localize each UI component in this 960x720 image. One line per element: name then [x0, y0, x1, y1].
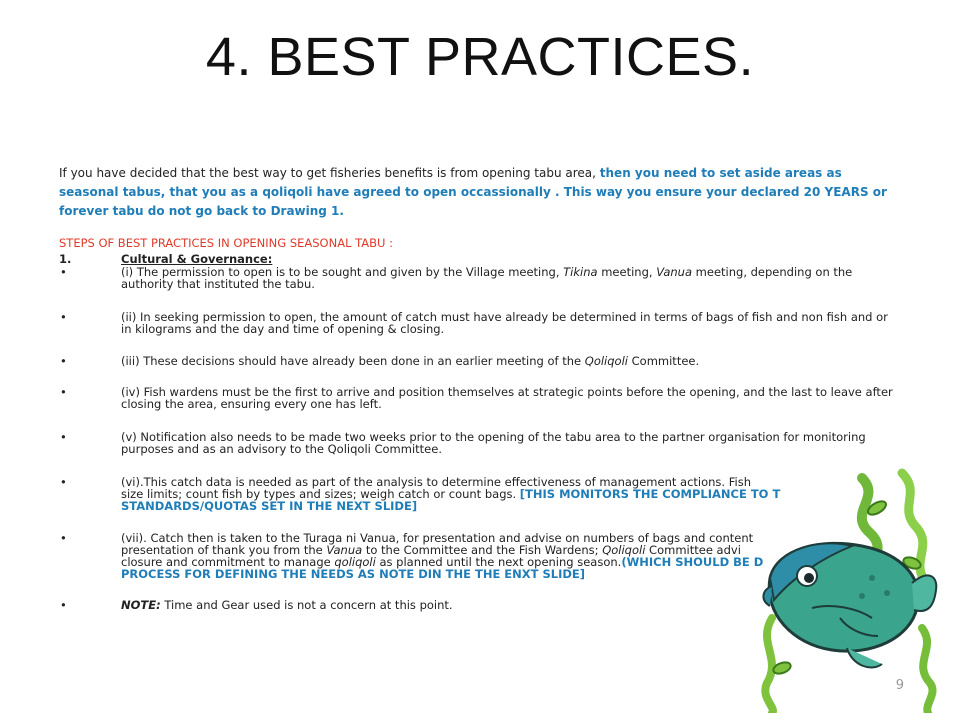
- steps-heading: STEPS OF BEST PRACTICES IN OPENING SEASONAL TABU :: [59, 236, 393, 250]
- bullet-text: (iii) These decisions should have already been done in an earlier meeting of the Qoliqoli Committee.: [121, 354, 700, 368]
- page-number: 9: [895, 678, 904, 693]
- intro-text: If you have decided that the best way to get fisheries benefits is from opening tabu area,: [59, 166, 600, 180]
- bullet-text: (iv) Fish wardens must be the first to arrive and position themselves at strategic points before the opening, and the last to leave after closing the area, ensuring every one has left.: [121, 385, 893, 411]
- section-number: 1.: [59, 252, 72, 266]
- intro-paragraph: [59, 164, 899, 221]
- bullet-text: (v) Notification also needs to be made two weeks prior to the opening of the tabu area to the partner organisation for monitoring purposes and as an advisory to the Qoliqoli Committee.: [121, 430, 866, 456]
- bullet-icon: •: [60, 430, 67, 444]
- bullet-icon: •: [60, 475, 67, 489]
- bullet-text: (vii). Catch then is taken to the Turaga ni Vanua, for presentation and advise on numbers of bags and content presentation of thank you from the Vanua to the Committee and the Fish Wardens; Qoliqoli Committee advi closure and commitment to manage qoliqoli as planned until the next opening season.(WHICH SHOULD BE D PROCESS FOR DEFINING THE NEEDS AS NOTE DIN THE THE ENXT SLIDE]: [121, 531, 764, 581]
- bullet-text: (vi).This catch data is needed as part of the analysis to determine effectiveness of management actions. Fish size limits; count fish by types and sizes; weigh catch or count bags. [THIS MONITORS THE COMPLIANCE TO T STANDARDS/QUOTAS SET IN THE NEXT SLIDE]: [121, 475, 781, 513]
- bullet-text: NOTE: Time and Gear used is not a concern at this point.: [121, 598, 453, 612]
- fish-illustration: [752, 468, 942, 713]
- slide-title: 4. BEST PRACTICES.: [205, 27, 755, 87]
- section-label: Cultural & Governance:: [121, 252, 273, 266]
- bullet-icon: •: [60, 598, 67, 612]
- bullet-icon: •: [60, 310, 67, 324]
- bullet-icon: •: [60, 354, 67, 368]
- bullet-text: (ii) In seeking permission to open, the amount of catch must have already be determined in terms of bags of fish and non fish and or in kilograms and the day and time of opening & closing.: [121, 310, 888, 336]
- bullet-icon: •: [60, 531, 67, 545]
- bullet-text: (i) The permission to open is to be sought and given by the Village meeting, Tikina meeting, Vanua meeting, depending on the authority that instituted the tabu.: [121, 265, 853, 291]
- bullet-icon: •: [60, 385, 67, 399]
- bullet-icon: •: [60, 265, 67, 279]
- intro-highlight: then you need to set aside areas as seasonal tabus, that you as a qoliqoli have agreed to open occassionally . This way you ensure your declared 20 YEARS or forever tabu do not go back to Drawing 1.: [59, 166, 887, 218]
- section-heading: [59, 252, 272, 266]
